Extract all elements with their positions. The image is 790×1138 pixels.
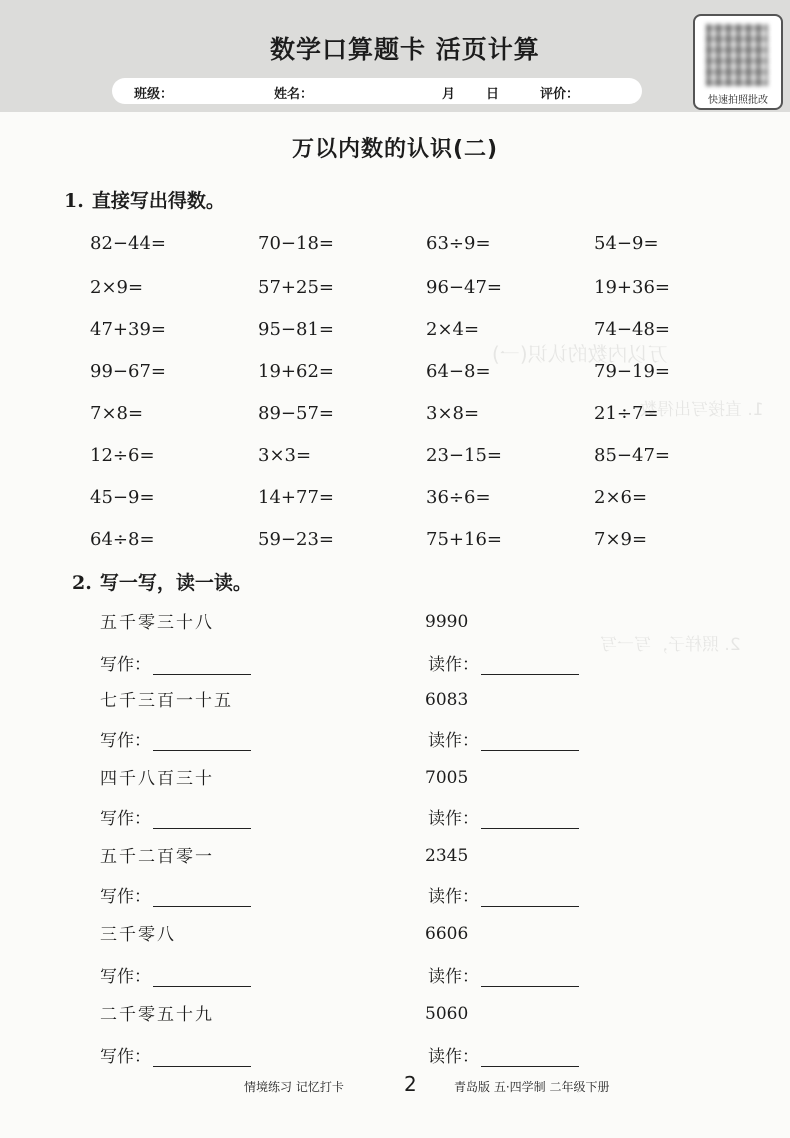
- read-label: 读作：: [428, 655, 479, 675]
- calc-item: 3×3=: [258, 445, 312, 466]
- calc-item: 64−8=: [426, 361, 491, 382]
- calc-item: 89−57=: [258, 403, 334, 424]
- calc-item: 14+77=: [258, 487, 334, 508]
- answer-blank[interactable]: [481, 1048, 579, 1067]
- calc-item: 47+39=: [90, 319, 166, 340]
- calc-item: 19+36=: [594, 277, 670, 298]
- answer-blank[interactable]: [481, 656, 579, 675]
- rating-label: 评价：: [540, 87, 580, 102]
- calc-item: 7×9=: [594, 529, 648, 550]
- read-label: 读作：: [428, 809, 479, 829]
- read-answer-field[interactable]: [428, 726, 579, 751]
- qr-code-icon[interactable]: [706, 24, 768, 86]
- read-answer-field[interactable]: [428, 1042, 579, 1067]
- qr-caption: 快速拍照批改: [708, 95, 768, 106]
- question-2-prompt: 写一写，读一读。: [99, 572, 252, 594]
- read-answer-field[interactable]: [428, 882, 579, 907]
- arabic-number: 9990: [425, 612, 469, 632]
- calc-item: 99−67=: [90, 361, 166, 382]
- write-label: 写作：: [100, 967, 151, 987]
- answer-blank[interactable]: [481, 732, 579, 751]
- calc-item: 85−47=: [594, 445, 670, 466]
- write-label: 写作：: [100, 887, 151, 907]
- write-answer-field[interactable]: [100, 804, 251, 829]
- answer-blank[interactable]: [153, 810, 251, 829]
- question-1-number: 1.: [64, 190, 84, 212]
- name-label: 姓名：: [274, 87, 314, 102]
- calc-item: 59−23=: [258, 529, 334, 550]
- calc-item: 12÷6=: [90, 445, 155, 466]
- write-label: 写作：: [100, 731, 151, 751]
- write-answer-field[interactable]: [100, 882, 251, 907]
- answer-blank[interactable]: [153, 1048, 251, 1067]
- show-through-text: 1. 直接写出得数: [640, 400, 764, 420]
- calc-item: 3×8=: [426, 403, 480, 424]
- calc-item: 96−47=: [426, 277, 502, 298]
- calc-item: 57+25=: [258, 277, 334, 298]
- answer-blank[interactable]: [153, 888, 251, 907]
- calc-item: 95−81=: [258, 319, 334, 340]
- page-number: 2: [404, 1072, 417, 1096]
- answer-blank[interactable]: [153, 656, 251, 675]
- chinese-number: 五千二百零一: [100, 847, 214, 867]
- chinese-number: 七千三百一十五: [100, 691, 233, 711]
- chinese-number: 三千零八: [100, 925, 176, 945]
- show-through-text: 2. 照样子，写一写: [600, 635, 741, 655]
- answer-blank[interactable]: [481, 888, 579, 907]
- calc-item: 74−48=: [594, 319, 670, 340]
- read-label: 读作：: [428, 887, 479, 907]
- write-answer-field[interactable]: [100, 1042, 251, 1067]
- calc-item: 19+62=: [258, 361, 334, 382]
- calc-item: 2×9=: [90, 277, 144, 298]
- question-1-heading: [64, 186, 225, 213]
- arabic-number: 6606: [425, 924, 469, 944]
- write-answer-field[interactable]: [100, 726, 251, 751]
- write-label: 写作：: [100, 655, 151, 675]
- read-label: 读作：: [428, 1047, 479, 1067]
- page-title: 数学口算题卡 活页计算: [270, 35, 540, 64]
- footer-right: 青岛版 五·四学制 二年级下册: [454, 1080, 610, 1094]
- answer-blank[interactable]: [153, 968, 251, 987]
- answer-blank[interactable]: [481, 810, 579, 829]
- question-2-heading: [72, 568, 252, 595]
- calc-item: 45−9=: [90, 487, 155, 508]
- calc-item: 70−18=: [258, 233, 334, 254]
- chinese-number: 五千零三十八: [100, 613, 214, 633]
- chinese-number: 四千八百三十: [100, 769, 214, 789]
- calc-item: 36÷6=: [426, 487, 491, 508]
- day-label: 日: [486, 87, 500, 102]
- calc-item: 23−15=: [426, 445, 502, 466]
- calc-item: 54−9=: [594, 233, 659, 254]
- write-answer-field[interactable]: [100, 962, 251, 987]
- read-answer-field[interactable]: [428, 650, 579, 675]
- calc-item: 7×8=: [90, 403, 144, 424]
- read-label: 读作：: [428, 967, 479, 987]
- read-label: 读作：: [428, 731, 479, 751]
- class-label: 班级：: [134, 87, 174, 102]
- arabic-number: 7005: [425, 768, 469, 788]
- answer-blank[interactable]: [481, 968, 579, 987]
- read-answer-field[interactable]: [428, 804, 579, 829]
- arabic-number: 2345: [425, 846, 469, 866]
- arabic-number: 5060: [425, 1004, 469, 1024]
- question-1-prompt: 直接写出得数。: [91, 190, 225, 212]
- student-info-bar: [112, 78, 642, 104]
- answer-blank[interactable]: [153, 732, 251, 751]
- calc-item: 75+16=: [426, 529, 502, 550]
- question-2-number: 2.: [72, 572, 92, 594]
- section-title: 万以内数的认识(二): [291, 137, 499, 162]
- write-answer-field[interactable]: [100, 650, 251, 675]
- calc-item: 79−19=: [594, 361, 670, 382]
- calc-item: 2×6=: [594, 487, 648, 508]
- write-label: 写作：: [100, 809, 151, 829]
- footer-left: 情境练习 记忆打卡: [244, 1080, 344, 1094]
- chinese-number: 二千零五十九: [100, 1005, 214, 1025]
- write-label: 写作：: [100, 1047, 151, 1067]
- calc-item: 2×4=: [426, 319, 480, 340]
- calc-item: 21÷7=: [594, 403, 659, 424]
- qr-code-panel[interactable]: [693, 14, 783, 110]
- read-answer-field[interactable]: [428, 962, 579, 987]
- calc-item: 63÷9=: [426, 233, 491, 254]
- arabic-number: 6083: [425, 690, 469, 710]
- show-through-text: 万以内数的认识(一): [492, 342, 668, 366]
- calc-item: 82−44=: [90, 233, 166, 254]
- calc-item: 64÷8=: [90, 529, 155, 550]
- month-label: 月: [442, 87, 456, 102]
